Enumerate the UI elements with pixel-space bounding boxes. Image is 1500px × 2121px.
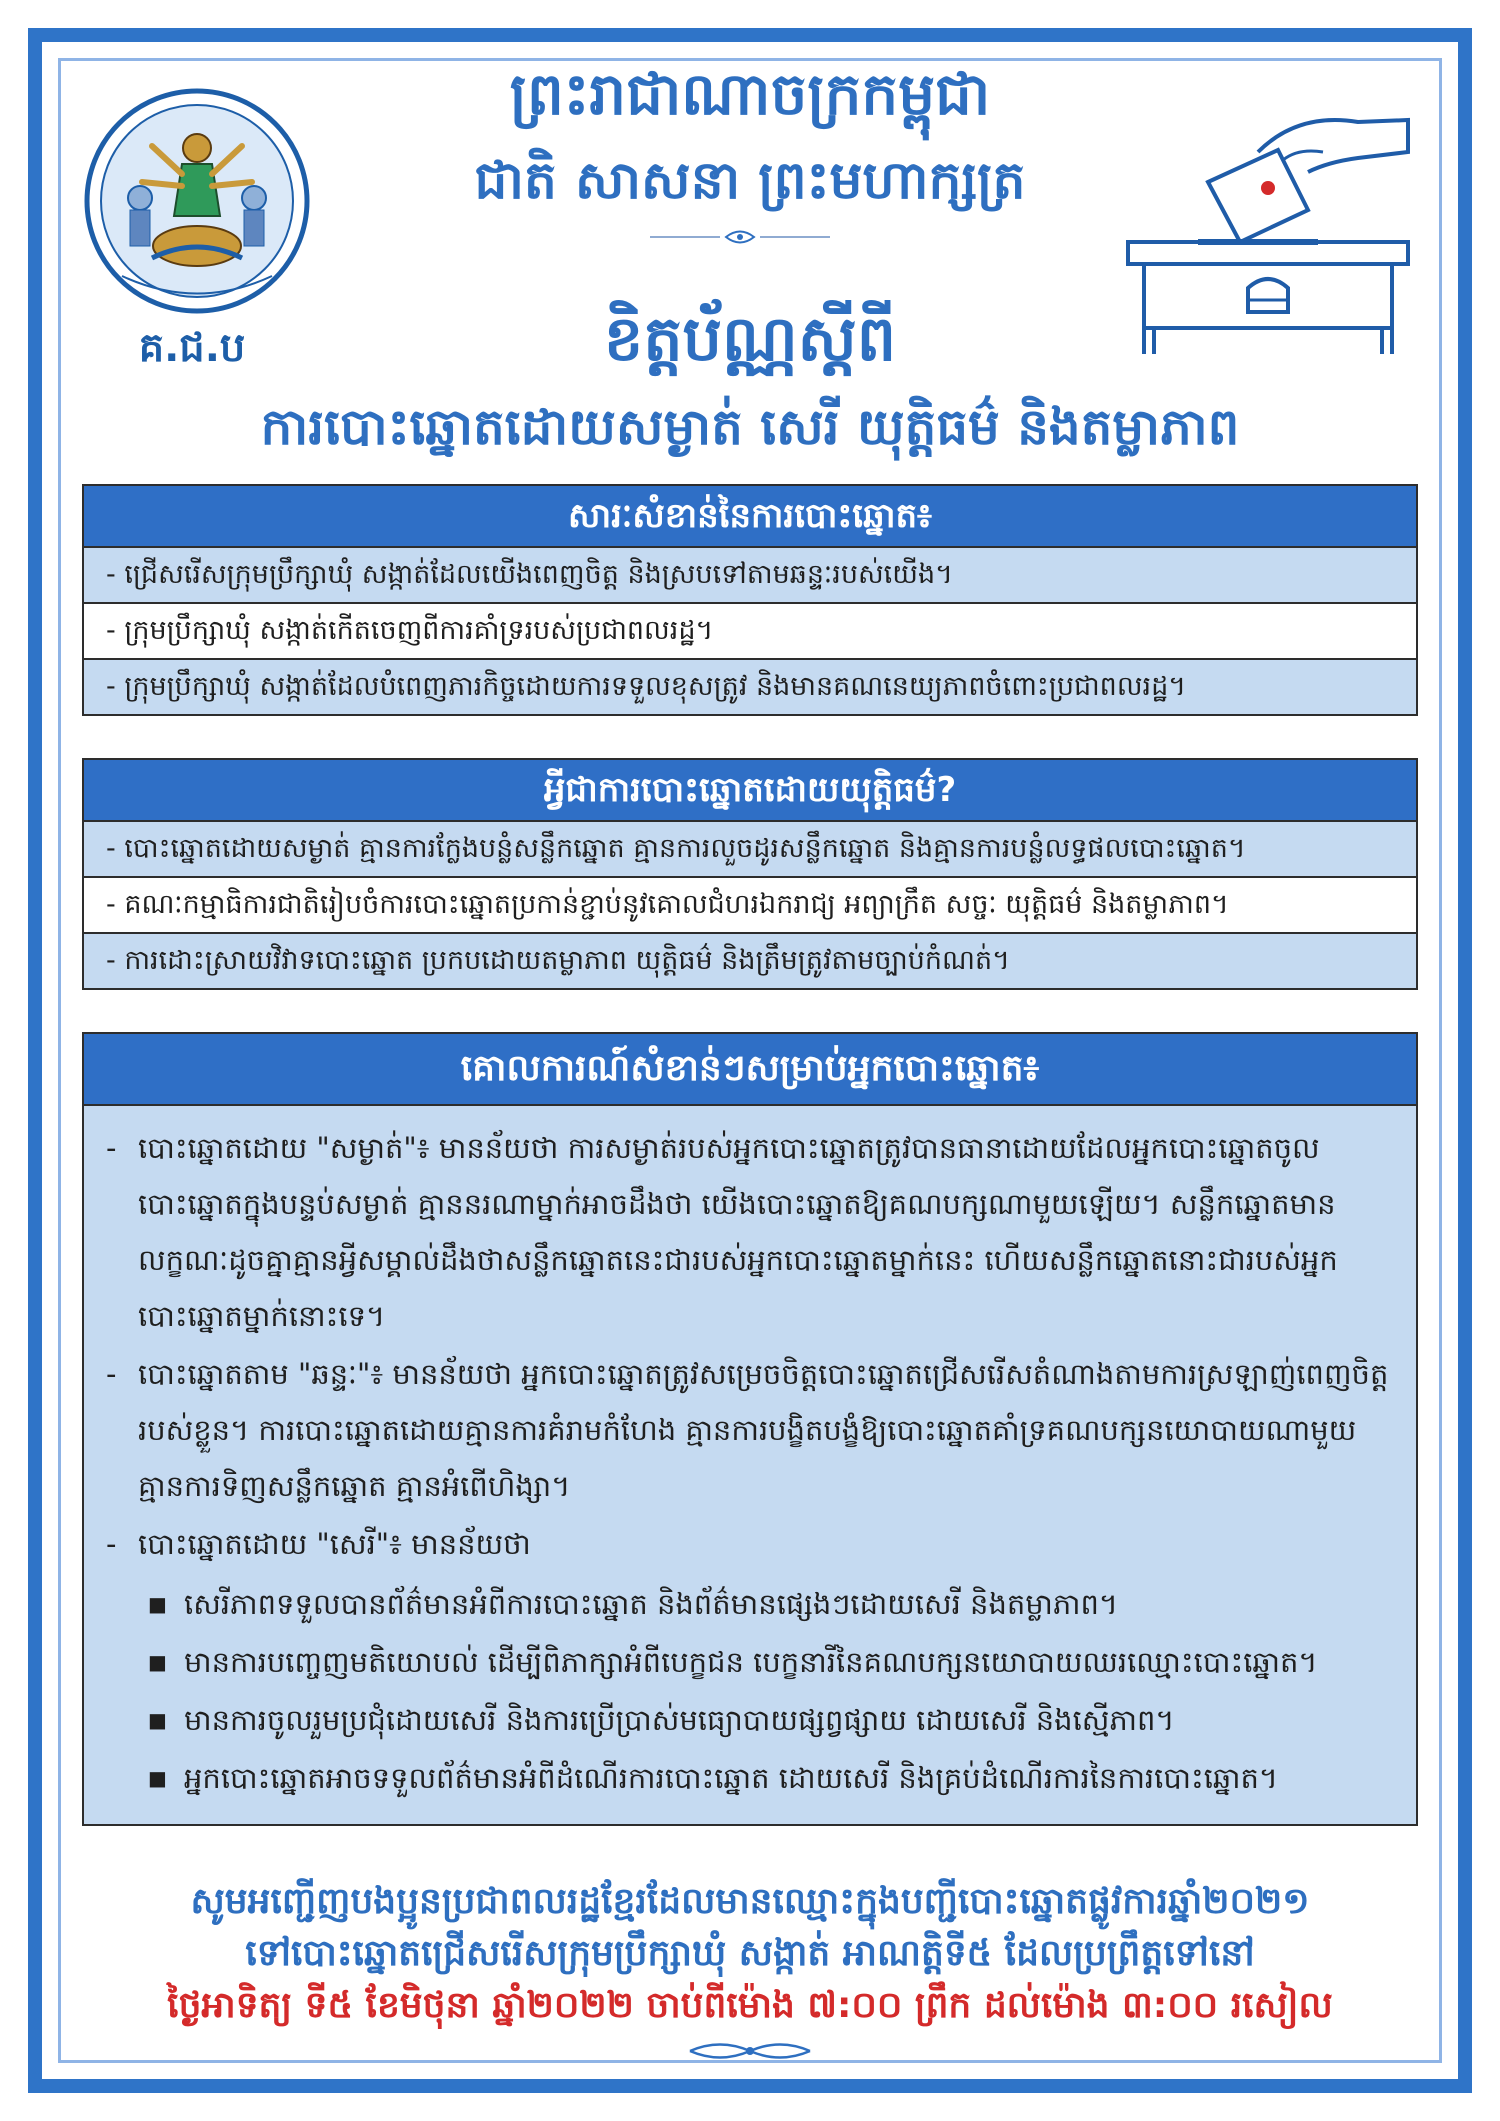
bullet-text: មានការចូលរួមប្រជុំដោយសេរី និងការប្រើប្រាស់មធ្យោបាយផ្សព្វផ្សាយ ដោយសេរី និងស្មើភាព។ xyxy=(184,1703,1175,1737)
square-bullet-icon: ■ xyxy=(148,1592,167,1616)
square-bullet-icon: ■ xyxy=(148,1766,167,1790)
list-item: - ការដោះស្រាយវិវាទបោះឆ្នោត ប្រកបដោយតម្លាភាព យុត្តិធម៌ និងត្រឹមត្រូវតាមច្បាប់កំណត់។ xyxy=(84,934,1416,988)
section-fair-election xyxy=(82,758,1418,990)
principle-text: បោះឆ្នោតដោយ "សម្ងាត់"៖ មានន័យថា ការសម្ងាត់របស់អ្នកបោះឆ្នោតត្រូវបានធានាដោយដែលអ្នកបោះឆ្នោតចូលបោះឆ្នោតក្នុងបន្ទប់សម្ងាត់ គ្មាននរណាម្នាក់អាចដឹងថា យើងបោះឆ្នោតឱ្យគណបក្សណាមួយឡើយ។ សន្លឹកឆ្នោតមានលក្ខណៈដូចគ្នាគ្មានអ្វីសម្គាល់ដឹងថាសន្លឹកឆ្នោតនេះជារបស់អ្នកបោះឆ្នោតម្នាក់នេះ ហើយសន្លឹកឆ្នោតនោះជារបស់អ្នកបោះឆ្នោតម្នាក់នោះទេ។ xyxy=(138,1131,1338,1333)
bullet-item xyxy=(106,1636,1390,1688)
principle-item xyxy=(106,1516,1390,1572)
principle-item xyxy=(106,1120,1390,1344)
list-item: - បោះឆ្នោតដោយសម្ងាត់ គ្មានការក្លែងបន្លំសន្លឹកឆ្នោត គ្មានការលួចដូរសន្លឹកឆ្នោត និងគ្មានការបន្លំលទ្ធផលបោះឆ្នោត។ xyxy=(84,822,1416,878)
section-voter-principles xyxy=(82,1032,1418,1826)
doc-title: ខិត្តប័ណ្ណស្តីពី xyxy=(603,302,897,375)
list-item: - គណៈកម្មាធិការជាតិរៀបចំការបោះឆ្នោតប្រកាន់ខ្ជាប់នូវគោលជំហរឯករាជ្យ អព្យាក្រឹត សច្ចៈ យុត្តិធម៌ និងតម្លាភាព។ xyxy=(84,878,1416,934)
list-item: - ក្រុមប្រឹក្សាឃុំ សង្កាត់ដែលបំពេញភារកិច្ចដោយការទទួលខុសត្រូវ និងមានគណនេយ្យភាពចំពោះប្រជាពលរដ្ឋ។ xyxy=(84,660,1416,714)
bullet-item xyxy=(106,1752,1390,1804)
dash-marker: - xyxy=(106,1527,117,1561)
bullet-item xyxy=(106,1694,1390,1746)
divider-ornament-icon xyxy=(640,226,840,248)
bullet-item xyxy=(106,1578,1390,1630)
invitation-line: ទៅបោះឆ្នោតជ្រើសរើសក្រុមប្រឹក្សាឃុំ សង្កាត់ អាណត្តិទី៥ ដែលប្រព្រឹត្តទៅនៅ xyxy=(245,1933,1255,1974)
dash-marker: - xyxy=(106,1131,117,1165)
section-importance xyxy=(82,484,1418,716)
principle-item xyxy=(106,1346,1390,1514)
square-bullet-icon: ■ xyxy=(148,1708,167,1732)
section-heading: គោលការណ៍សំខាន់ៗសម្រាប់អ្នកបោះឆ្នោត៖ xyxy=(84,1034,1416,1106)
election-date: ថ្ងៃអាទិត្យ ទី៥ ខែមិថុនា ឆ្នាំ២០២២ ចាប់ពីម៉ោង ៧:០០ ព្រឹក ដល់ម៉ោង ៣:០០ រសៀល xyxy=(167,1985,1333,2026)
motto: ជាតិ សាសនា ព្រះមហាក្សត្រ xyxy=(474,151,1026,211)
square-bullet-icon: ■ xyxy=(148,1650,167,1674)
section-heading: អ្វីជាការបោះឆ្នោតដោយយុត្តិធម៌? xyxy=(84,760,1416,822)
kingdom-title: ព្រះរាជាណាចក្រកម្ពុជា xyxy=(509,60,991,128)
nec-seal-icon xyxy=(82,86,312,316)
bullet-text: អ្នកបោះឆ្នោតអាចទទួលព័ត៌មានអំពីដំណើរការបោះឆ្នោត ដោយសេរី និងគ្រប់ដំណើរការនៃការបោះឆ្នោត។ xyxy=(184,1761,1279,1795)
bullet-text: មានការបញ្ចេញមតិយោបល់ ដើម្បីពិភាក្សាអំពីបេក្ខជន បេក្ខនារីនៃគណបក្សនយោបាយឈរឈ្មោះបោះឆ្នោត។ xyxy=(184,1645,1318,1679)
doc-code: គ.ជ.ប xyxy=(138,325,246,371)
principle-text: បោះឆ្នោតតាម "ឆន្ទៈ"៖ មានន័យថា អ្នកបោះឆ្នោតត្រូវសម្រេចចិត្តបោះឆ្នោតជ្រើសរើសតំណាងតាមការស្រឡាញ់ពេញចិត្តរបស់ខ្លួន។ ការបោះឆ្នោតដោយគ្មានការគំរាមកំហែង គ្មានការបង្ខិតបង្ខំឱ្យបោះឆ្នោតគាំទ្រគណបក្សនយោបាយណាមួយ គ្មានការទិញសន្លឹកឆ្នោត គ្មានអំពើហិង្សា។ xyxy=(138,1357,1389,1503)
principle-text: បោះឆ្នោតដោយ "សេរី"៖ មានន័យថា xyxy=(138,1527,531,1561)
doc-subtitle: ការបោះឆ្នោតដោយសម្ងាត់ សេរី យុត្តិធម៌ និងតម្លាភាព xyxy=(260,398,1240,456)
principles-body xyxy=(84,1106,1416,1828)
bullet-text: សេរីភាពទទួលបានព័ត៌មានអំពីការបោះឆ្នោត និងព័ត៌មានផ្សេងៗដោយសេរី និងតម្លាភាព។ xyxy=(184,1587,1119,1621)
section-heading: សារៈសំខាន់នៃការបោះឆ្នោត៖ xyxy=(84,486,1416,548)
list-item: - ក្រុមប្រឹក្សាឃុំ សង្កាត់កើតចេញពីការគាំទ្ររបស់ប្រជាពលរដ្ឋ។ xyxy=(84,604,1416,660)
invitation-line: សូមអញ្ជើញបងប្អូនប្រជាពលរដ្ឋខ្មែរដែលមានឈ្មោះក្នុងបញ្ជីបោះឆ្នោតផ្លូវការឆ្នាំ២០២១ xyxy=(190,1881,1310,1922)
list-item: - ជ្រើសរើសក្រុមប្រឹក្សាឃុំ សង្កាត់ដែលយើងពេញចិត្ត និងស្របទៅតាមឆន្ទៈរបស់យើង។ xyxy=(84,548,1416,604)
dash-marker: - xyxy=(106,1357,117,1391)
bottom-ornament-icon xyxy=(670,2036,830,2066)
